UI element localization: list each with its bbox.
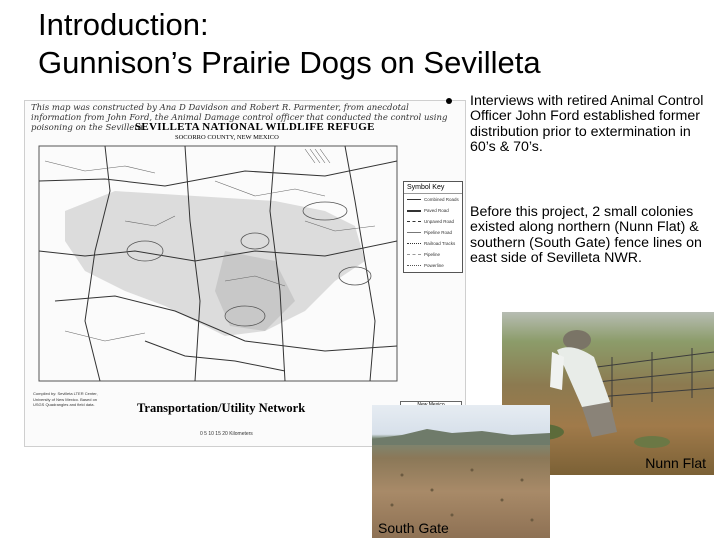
handwritten-note: This map was constructed by Ana D Davidson and Robert R. Parmenter, from anecdotal information from John Ford, the Animal Damage control officer that conducted the control using poisoning on the Sevilleta. (31, 103, 448, 133)
symbol-key-row (404, 227, 462, 238)
symbol-key-row (404, 238, 462, 249)
nunn-flat-caption: Nunn Flat (645, 455, 706, 471)
bullet-dot (446, 98, 452, 104)
title-line-2: Gunnison’s Prairie Dogs on Sevilleta (38, 45, 541, 80)
symbol-key-label: Railroad Tracks (424, 241, 456, 246)
bullet-text: Before this project, 2 small colonies existed along northern (Nunn Flat) & southern (South Gate) fence lines on east side of Sevilleta NWR. (470, 204, 702, 267)
symbol-key-label: Paved Road (424, 208, 449, 213)
symbol-key-label: Pipeline (424, 252, 441, 257)
south-gate-caption: South Gate (378, 520, 449, 536)
symbol-key-label: Powerline (424, 263, 444, 268)
symbol-key-label: Pipeline Road (424, 230, 453, 235)
scale-bar: 0 5 10 15 20 Kilometers (200, 431, 253, 437)
symbol-key-label: Combined Roads (424, 197, 459, 202)
south-gate-photo (372, 405, 550, 538)
symbol-key-row (404, 260, 462, 271)
slide-title (38, 6, 541, 82)
symbol-key-row (404, 249, 462, 260)
symbol-key-row (404, 216, 462, 227)
map-subtitle: SOCORRO COUNTY, NEW MEXICO (175, 134, 279, 141)
network-title: Transportation/Utility Network (137, 401, 306, 415)
symbol-key-row (404, 205, 462, 216)
bullet-text: Interviews with retired Animal Control Officer John Ford established former distribution prior to extermination in 60’s & 70’s. (470, 93, 704, 156)
symbol-key-label: Unpaved Road (424, 219, 455, 224)
symbol-key-title: Symbol Key (404, 182, 462, 194)
south-gate-scene (372, 405, 550, 538)
map-title: SEVILLETA NATIONAL WILDLIFE REFUGE (135, 121, 375, 133)
title-line-1: Introduction: (38, 7, 209, 42)
distribution-map (24, 100, 466, 447)
symbol-key (403, 181, 463, 273)
symbol-key-row (404, 194, 462, 205)
map-credits: Compiled by: Sevilleta LTER Center, University of New Mexico. Based on USGS Quadrangles and field data. (33, 391, 98, 407)
